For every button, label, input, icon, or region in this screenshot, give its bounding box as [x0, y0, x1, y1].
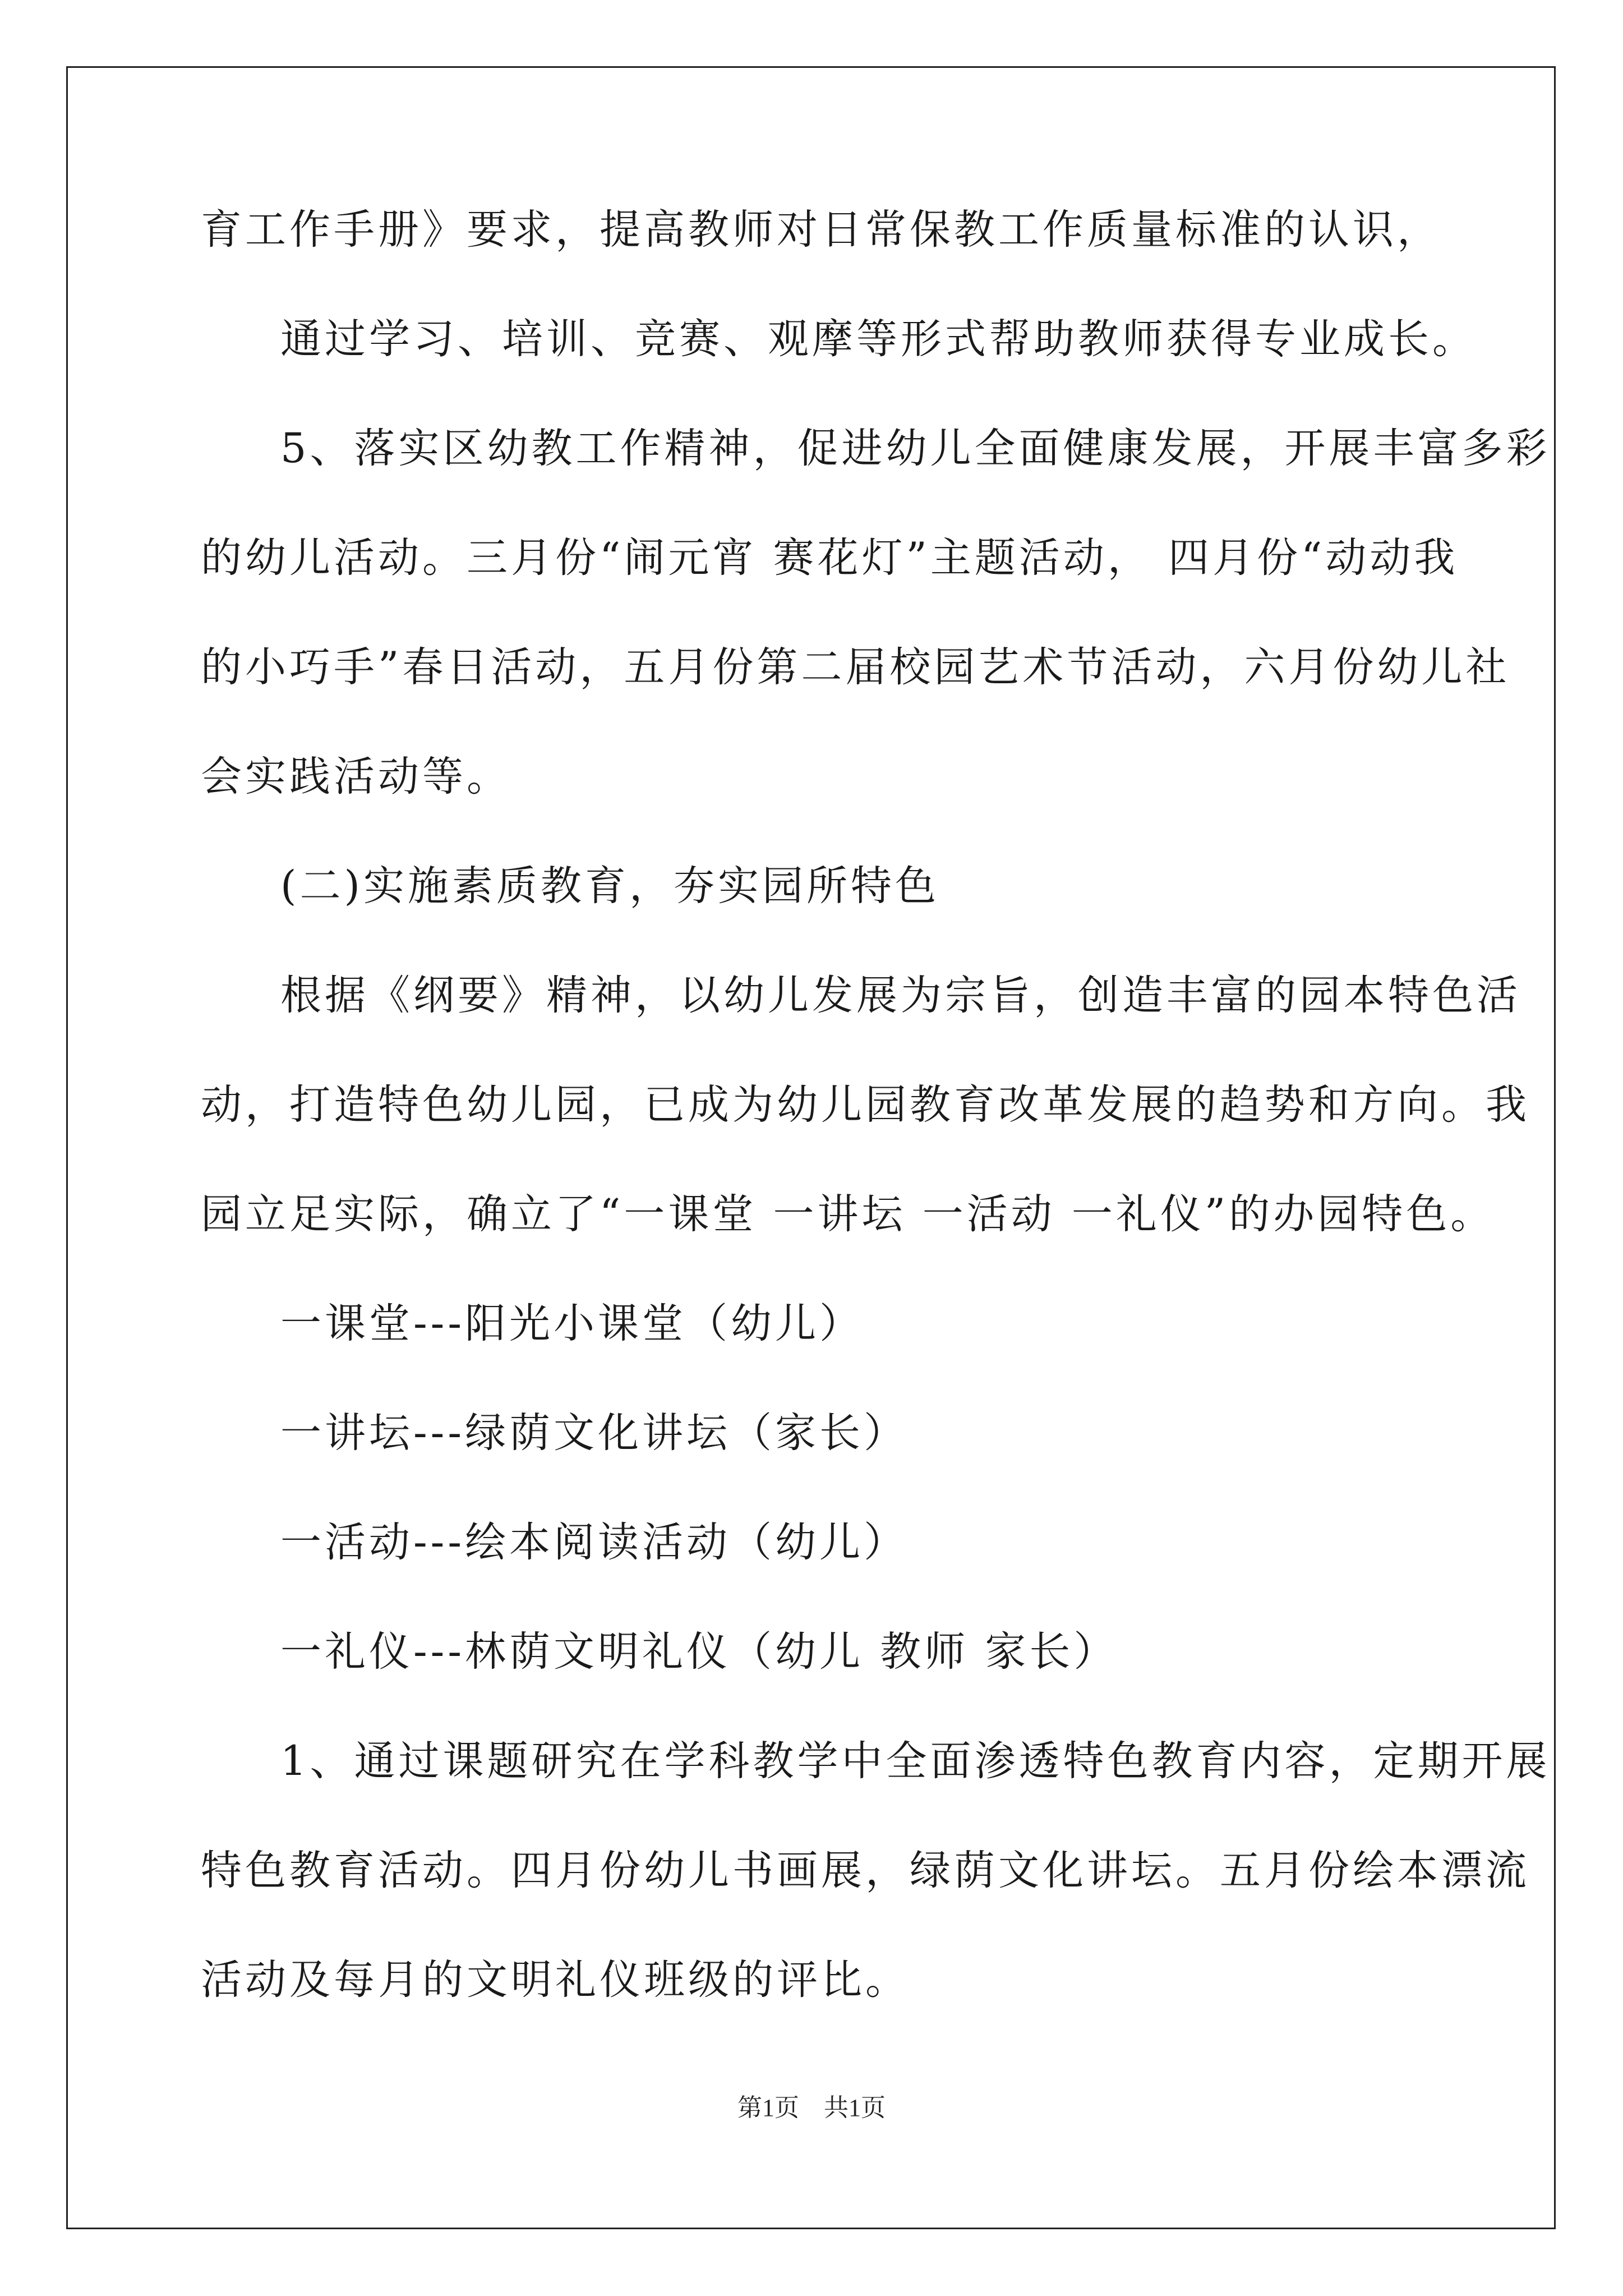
- body-text-line: 通过学习、培训、竞赛、观摩等形式帮助教师获得专业成长。: [280, 315, 1477, 363]
- section-heading: (二)实施素质教育，夯实园所特色: [280, 862, 939, 910]
- body-text-line: 特色教育活动。四月份幼儿书画展，绿荫文化讲坛。五月份绘本漂流: [201, 1847, 1530, 1894]
- body-text-line: 动，打造特色幼儿园，已成为幼儿园教育改革发展的趋势和方向。我: [201, 1081, 1530, 1129]
- list-item: 一讲坛---绿荫文化讲坛（家长）: [280, 1409, 908, 1457]
- body-text-line: 育工作手册》要求，提高教师对日常保教工作质量标准的认识，: [201, 206, 1441, 254]
- body-text-line: 1、通过课题研究在学科教学中全面渗透特色教育内容，定期开展: [280, 1737, 1551, 1785]
- body-text-line: 根据《纲要》精神，以幼儿发展为宗旨，创造丰富的园本特色活: [280, 972, 1521, 1019]
- page-border: [66, 66, 1556, 2229]
- body-text-line: 活动及每月的文明礼仪班级的评比。: [201, 1956, 910, 2004]
- list-item: 一课堂---阳光小课堂（幼儿）: [280, 1300, 864, 1347]
- body-text-line: 5、落实区幼教工作精神，促进幼儿全面健康发展，开展丰富多彩: [280, 425, 1551, 472]
- page-footer: 第1页 共1页: [737, 2094, 886, 2122]
- body-text-line: 的幼儿活动。三月份“闹元宵 赛花灯”主题活动， 四月份“动动我: [201, 534, 1459, 582]
- body-text-line: 园立足实际，确立了“一课堂 一讲坛 一活动 一礼仪”的办园特色。: [201, 1190, 1495, 1238]
- body-text-line: 的小巧手”春日活动，五月份第二届校园艺术节活动，六月份幼儿社: [201, 643, 1510, 691]
- list-item: 一礼仪---林荫文明礼仪（幼儿 教师 家长）: [280, 1628, 1118, 1676]
- list-item: 一活动---绘本阅读活动（幼儿）: [280, 1519, 908, 1566]
- body-text-line: 会实践活动等。: [201, 753, 511, 800]
